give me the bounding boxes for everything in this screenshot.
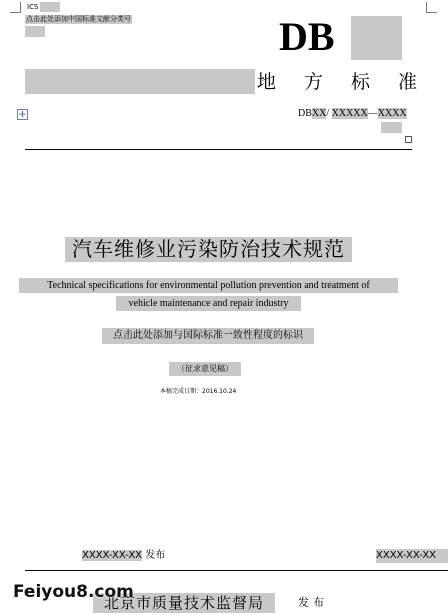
title-en-line2[interactable]: vehicle maintenance and repair industry <box>116 296 301 311</box>
std-prefix: DB <box>298 108 312 119</box>
region-name-field[interactable] <box>25 69 255 94</box>
title-en-line1[interactable]: Technical specifications for environmental pollution prevention and treatment of <box>19 278 398 293</box>
std-separator: / <box>326 108 330 119</box>
move-anchor-icon[interactable]: ✛ <box>17 109 28 120</box>
standard-type-label: 地方标准 <box>257 71 446 93</box>
header-rule <box>25 149 412 150</box>
consistency-hint[interactable]: 点击此处添加与国际标准一致性程度的标识 <box>102 328 314 344</box>
corner-mark-top-left <box>10 2 21 13</box>
site-watermark: Feiyou8.com <box>13 582 134 602</box>
std-year-field[interactable]: XXXX <box>377 108 407 119</box>
finish-date: 本稿完成日期：2016.10.24 <box>160 388 237 395</box>
std-number-field[interactable]: XXXXX <box>331 108 368 119</box>
issuer-name[interactable]: 北京市质量技术监督局 <box>93 593 275 613</box>
std-dash: — <box>367 108 378 119</box>
checkbox-icon[interactable] <box>405 136 412 143</box>
db-mark: DB <box>279 14 335 59</box>
title-cn[interactable]: 汽车维修业污染防治技术规范 <box>65 237 352 262</box>
ics-label: ICS <box>27 3 39 11</box>
region-code-field[interactable] <box>351 16 402 60</box>
classification-code-field[interactable] <box>25 26 45 37</box>
implement-date-field[interactable]: XXXX-XX-XX <box>376 549 448 563</box>
classification-hint-field[interactable]: 点击此处添加中国标准文献分类号 <box>26 15 131 23</box>
replaces-field[interactable] <box>381 122 402 133</box>
draft-label[interactable]: （征求意见稿） <box>169 362 241 376</box>
issue-date-field[interactable]: XXXX-XX-XX <box>82 550 143 561</box>
std-province-field[interactable]: XX <box>311 108 327 119</box>
ics-field[interactable] <box>40 2 60 12</box>
issue-date-row <box>82 549 165 563</box>
issue-word: 发布 <box>145 550 166 561</box>
corner-mark-top-right <box>426 2 437 13</box>
standard-number <box>298 108 407 120</box>
footer-rule <box>25 570 448 571</box>
issuer-issue-word: 发布 <box>298 596 328 609</box>
